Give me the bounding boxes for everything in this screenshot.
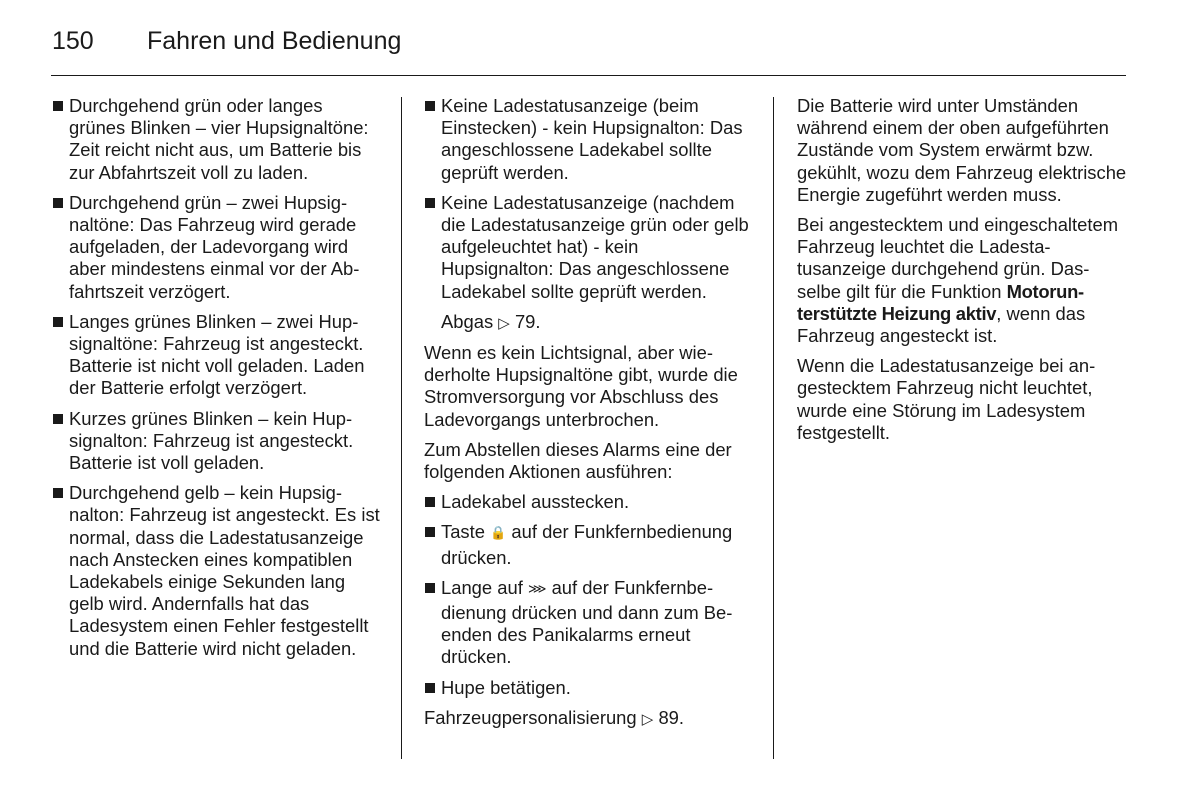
- list-text: auf der Funkfernbedienung drücken und dann zum Beenden des Panikalarms erneut drücken.: [441, 576, 733, 668]
- paragraph: Zum Abstellen dieses Alarms eine der folgenden Aktionen ausführen:: [424, 438, 732, 483]
- list-item: Durchgehend gelb – kein Hupsignalton: Fahrzeug ist angesteckt. Es ist normal, dass die Ladestatusanzeige nach Anstecken eines kompatiblen Ladekabels einige Sekunden lang gelb wird. Andernfalls hat das Ladesystem einen Fehler festgestellt und die Batterie wird nicht geladen.: [52, 482, 382, 660]
- list-text: Taste: [441, 521, 485, 543]
- list-item: [424, 521, 754, 568]
- horn-icon: ⋙: [527, 581, 547, 597]
- cross-reference: [424, 311, 754, 334]
- paragraph: Die Batterie wird unter Umständen während einem der oben aufgeführten Zustände vom System erwärmt bzw. gekühlt, wozu dem Fahrzeug elektrische Energie zugeführt werden muss.: [797, 95, 1127, 205]
- page-title: Fahren und Bedienung: [147, 27, 402, 55]
- list-item: Kurzes grünes Blinken – kein Hupsignalton: Fahrzeug ist angesteckt. Batterie ist voll geladen.: [52, 408, 382, 475]
- header-rule: [51, 75, 1126, 76]
- paragraph: Wenn die Ladestatusanzeige bei angestecktem Fahrzeug nicht leuchtet, wurde eine Störung im Ladesystem festgestellt.: [797, 355, 1096, 443]
- cross-reference: [424, 707, 754, 730]
- reference-arrow-icon: ▷: [498, 313, 510, 332]
- list-item: Hupe betätigen.: [424, 677, 754, 699]
- column-divider: [401, 97, 402, 759]
- column-divider: [773, 97, 774, 759]
- list-text: auf der Funkfernbedienung drücken.: [441, 521, 733, 568]
- list-item: Langes grünes Blinken – zwei Hupsignaltöne: Fahrzeug ist angesteckt. Batterie ist nicht voll geladen. Laden der Batterie erfolgt verzögert.: [52, 311, 382, 400]
- reference-label: Fahrzeugpersonalisierung: [424, 706, 637, 728]
- list-item: Ladekabel ausstecken.: [424, 491, 754, 513]
- page-number: 150: [52, 27, 94, 55]
- list-item: Durchgehend grün oder langes grünes Blinken – vier Hupsignaltöne: Zeit reicht nicht aus, um Batterie bis zur Abfahrtszeit voll zu laden.: [52, 95, 382, 184]
- list-text: Lange auf: [441, 576, 523, 598]
- reference-label: Abgas: [441, 310, 494, 332]
- list-item: Keine Ladestatusanzeige (beim Einstecken) - kein Hupsignalton: Das angeschlossene Ladekabel sollte geprüft werden.: [424, 95, 754, 184]
- list-item: Durchgehend grün – zwei Hupsignaltöne: Das Fahrzeug wird gerade aufgeladen, der Ladevorgang wird aber mindestens einmal vor der Abfahrtszeit verzögert.: [52, 192, 382, 303]
- paragraph: [797, 214, 1127, 347]
- paragraph: Wenn es kein Lichtsignal, aber wiederholte Hupsignaltöne gibt, wurde die Stromversorgung vor Abschluss des Ladevorgangs unterbrochen.: [424, 342, 738, 430]
- column-2: [424, 95, 754, 738]
- list-item: [424, 577, 754, 669]
- function-name: Motorunterstützte Heizung aktiv: [797, 280, 1085, 324]
- paragraph-text: Bei angestecktem und eingeschaltetem Fahrzeug leuchtet die Ladestatusanzeige durchgehend grün. Dasselbe gilt für die Funktion: [797, 214, 1119, 302]
- list-item: Keine Ladestatusanzeige (nachdem die Ladestatusanzeige grün oder gelb aufgeleuchtet hat) - kein Hupsignalton: Das angeschlossene Ladekabel sollte geprüft werden.: [424, 192, 754, 303]
- page-reference[interactable]: 79.: [514, 310, 541, 332]
- column-3: [797, 95, 1127, 452]
- lock-icon: 🔒: [490, 526, 507, 542]
- column-1: [52, 95, 382, 668]
- page-reference[interactable]: 89.: [658, 706, 685, 728]
- reference-arrow-icon: ▷: [641, 709, 654, 728]
- paragraph-text: , wenn das Fahrzeug angesteckt ist.: [797, 302, 1086, 347]
